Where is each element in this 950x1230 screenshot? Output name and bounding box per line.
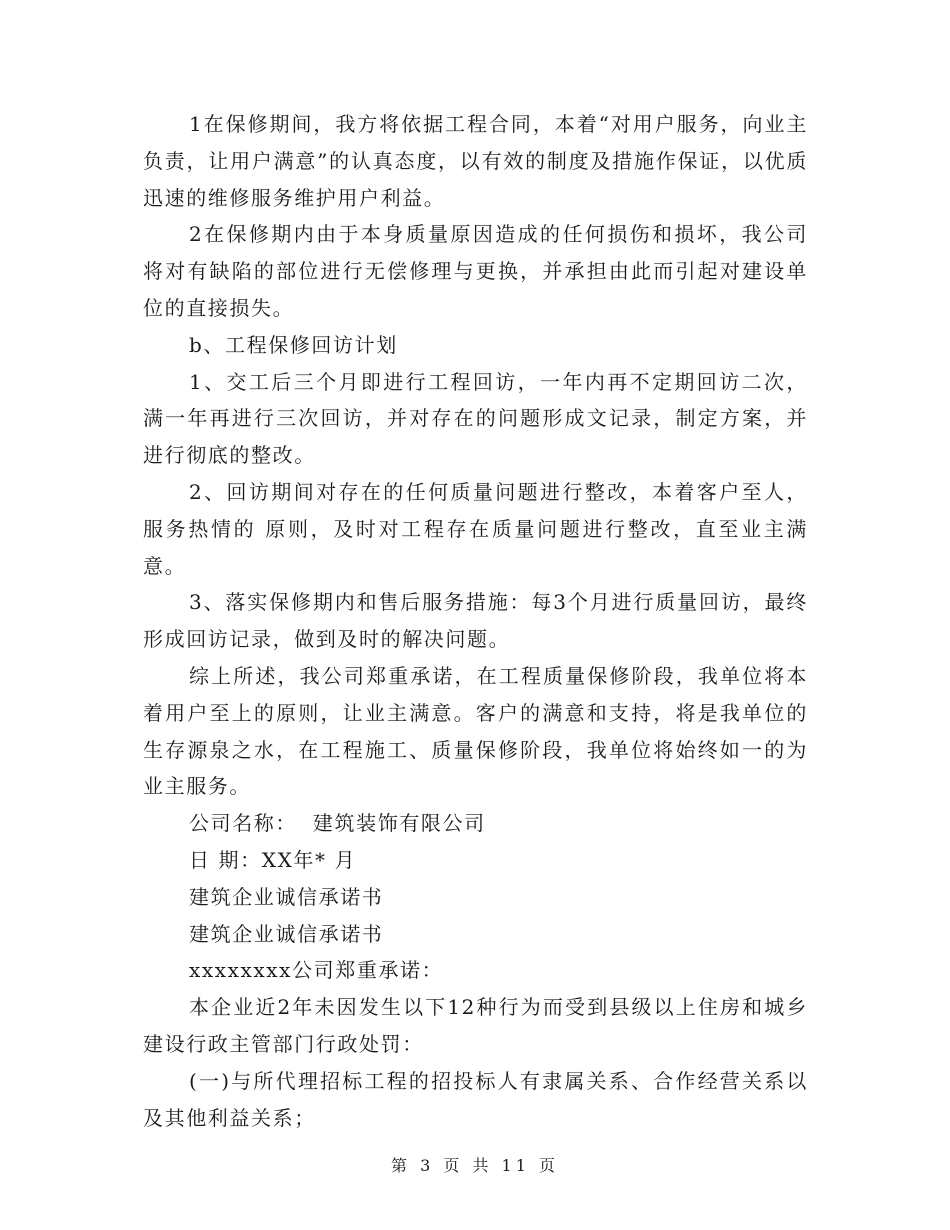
paragraph-warranty-2: 2在保修期内由于本身质量原因造成的任何损伤和损坏，我公司将对有缺陷的部位进行无偿修理与更换，并承担由此而引起对建设单位的直接损失。 — [143, 222, 808, 320]
paragraph-revisit-2: 2、回访期间对存在的任何质量问题进行整改，本着客户至人，服务热情的 原则，及时对工程存在质量问题进行整改，直至业主满意。 — [143, 479, 808, 578]
paragraph-pledge-intro: 本企业近2年未因发生以下12种行为而受到县级以上住房和城乡建设行政主管部门行政处罚： — [143, 995, 808, 1056]
page-number-footer: 第 3 页 共 11 页 — [391, 1156, 559, 1175]
date-line: 日 期：XX年* 月 — [189, 847, 357, 872]
section-heading-revisit-plan: b、工程保修回访计划 — [189, 332, 398, 357]
document-body — [143, 106, 808, 1136]
paragraph-revisit-3: 3、落实保修期内和售后服务措施：每3个月进行质量回访，最终形成回访记录，做到及时的解决问题。 — [143, 590, 808, 652]
title-line: 建筑企业诚信承诺书 — [189, 884, 384, 909]
paragraph-warranty-1: 1在保修期间，我方将依据工程合同，本着“对用户服务，向业主负责，让用户满意”的认真态度，以有效的制度及措施作保证，以优质迅速的维修服务维护用户利益。 — [143, 112, 808, 210]
company-name-line: 公司名称： 建筑装饰有限公司 — [189, 811, 486, 836]
company-pledge-line: xxxxxxxx公司郑重承诺： — [189, 958, 444, 983]
paragraph-revisit-1: 1、交工后三个月即进行工程回访，一年内再不定期回访二次，满一年再进行三次回访，并对存在的问题形成文记录，制定方案，并进行彻底的整改。 — [143, 369, 808, 468]
paragraph-item-1: (一)与所代理招标工程的招投标人有隶属关系、合作经营关系以及其他利益关系； — [143, 1068, 808, 1130]
title-line-repeat: 建筑企业诚信承诺书 — [189, 921, 384, 946]
paragraph-summary: 综上所述，我公司郑重承诺，在工程质量保修阶段，我单位将本着用户至上的原则，让业主满意。客户的满意和支持，将是我单位的生存源泉之水，在工程施工、质量保修阶段，我单位将始终如一的为业主服务。 — [143, 663, 808, 799]
